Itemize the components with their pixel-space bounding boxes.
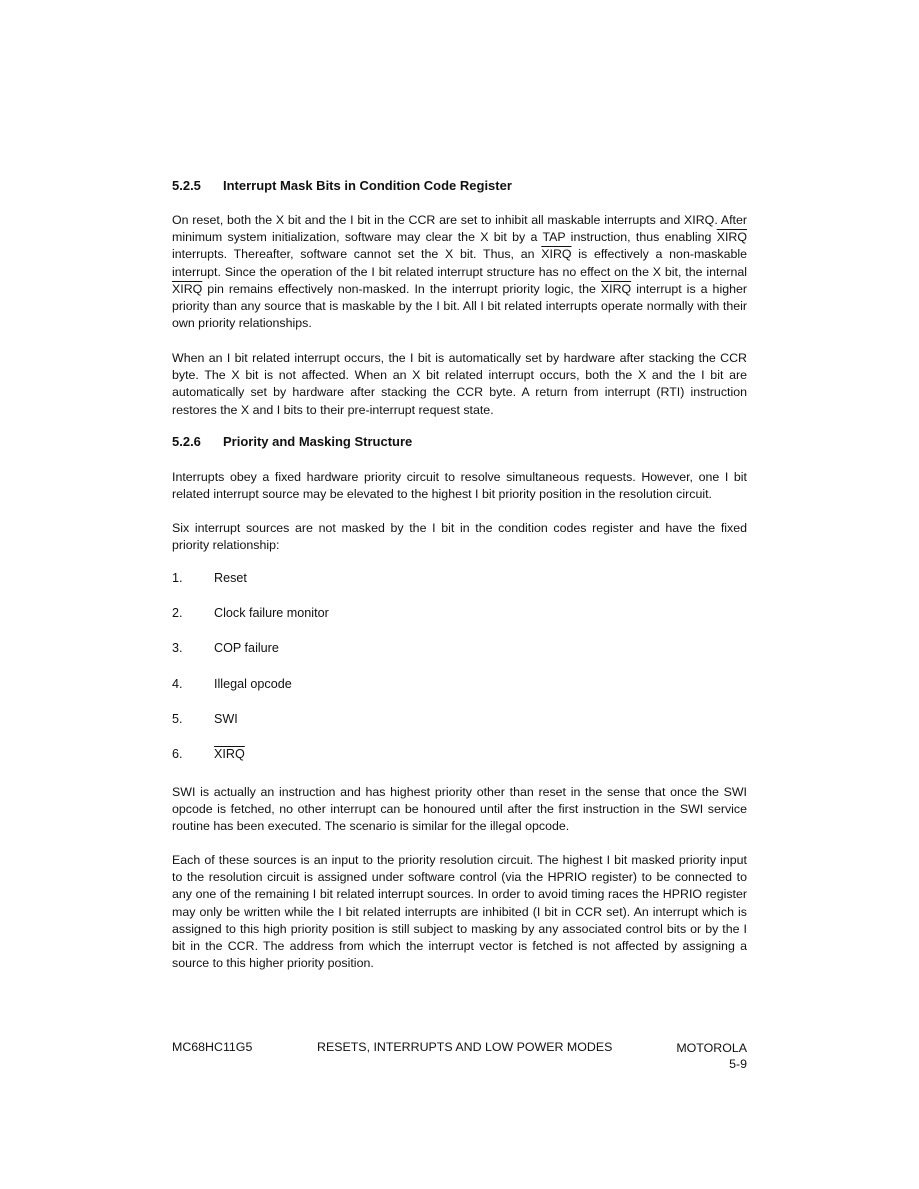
section-number: 5.2.6 bbox=[172, 434, 201, 449]
footer-brand: MOTOROLA bbox=[676, 1041, 747, 1055]
text-run: On reset, both the X bit and the I bit in the CCR are set to inhibit all maskable interrupts and XIRQ. After minimum system initialization, software may clear the X bit by a TAP instruction, thus enabling bbox=[172, 213, 747, 245]
list-number: 5. bbox=[172, 712, 183, 726]
section-title: Priority and Masking Structure bbox=[223, 434, 413, 449]
footer-part-number: MC68HC11G5 bbox=[172, 1040, 253, 1054]
list-number: 2. bbox=[172, 606, 183, 620]
paragraph: Six interrupt sources are not masked by the I bit in the condition codes register and have the fixed priority relationship: bbox=[172, 521, 747, 553]
list-item bbox=[172, 641, 279, 655]
xirq-overline: XIRQ bbox=[541, 247, 572, 262]
list-number: 3. bbox=[172, 641, 183, 655]
text-run: is effectively a non-maskable interrupt. Since the operation of the I bit related interrupt structure has no effect on the X bit, the internal bbox=[172, 247, 747, 279]
xirq-overline: XIRQ bbox=[716, 230, 747, 245]
list-text: Illegal opcode bbox=[214, 677, 292, 691]
paragraph: Interrupts obey a fixed hardware priority circuit to resolve simultaneous requests. However, one I bit related interrupt source may be elevated to the highest I bit priority position in the resolution circuit. bbox=[172, 470, 747, 502]
section-heading-5-2-6 bbox=[172, 434, 412, 449]
list-item bbox=[172, 606, 329, 620]
list-item bbox=[172, 571, 247, 585]
xirq-overline: XIRQ bbox=[172, 281, 203, 296]
list-text: COP failure bbox=[214, 641, 279, 655]
list-number: 4. bbox=[172, 677, 183, 691]
list-text: Reset bbox=[214, 571, 247, 585]
xirq-overline: XIRQ bbox=[214, 747, 245, 761]
footer-page-number: 5-9 bbox=[729, 1057, 747, 1071]
text-run: interrupts. Thereafter, software cannot set the X bit. Thus, an bbox=[172, 247, 542, 262]
xirq-overline: XIRQ bbox=[600, 281, 632, 296]
section-heading-5-2-5 bbox=[172, 178, 512, 193]
list-number: 1. bbox=[172, 571, 183, 585]
list-text: SWI bbox=[214, 712, 238, 726]
section-title: Interrupt Mask Bits in Condition Code Register bbox=[223, 178, 512, 193]
paragraph: Each of these sources is an input to the priority resolution circuit. The highest I bit masked priority input to the resolution circuit is assigned under software control (via the HPRIO register) to be connected to any one of the remaining I bit related interrupt sources. In order to avoid timing races the HPRIO register may only be written while the I bit related interrupts are inhibited (I bit in CCR set). An interrupt which is assigned to this high priority position is still subject to masking by any associated control bits or by the I bit in the CCR. The address from which the interrupt vector is fetched is not affected by assigning a source to this higher priority position. bbox=[172, 853, 747, 971]
footer-chapter-title: RESETS, INTERRUPTS AND LOW POWER MODES bbox=[317, 1040, 613, 1054]
paragraph bbox=[172, 212, 747, 332]
text-run: pin remains effectively non-masked. In the interrupt priority logic, the bbox=[202, 281, 601, 296]
list-item bbox=[172, 747, 245, 761]
list-number: 6. bbox=[172, 747, 183, 761]
footer-brand-block bbox=[676, 1040, 747, 1072]
list-text: Clock failure monitor bbox=[214, 606, 329, 620]
text-run: interrupt is a higher priority than any source that is maskable by the I bit. All I bit related interrupts operate normally with their own priority relationships. bbox=[172, 281, 747, 331]
list-item bbox=[172, 712, 238, 726]
paragraph: SWI is actually an instruction and has highest priority other than reset in the sense that once the SWI opcode is fetched, no other interrupt can be honoured until after the first instruction in the SWI service routine has been executed. The scenario is similar for the illegal opcode. bbox=[172, 785, 747, 834]
paragraph: When an I bit related interrupt occurs, the I bit is automatically set by hardware after stacking the CCR byte. The X bit is not affected. When an X bit related interrupt occurs, both the X and the I bit are automatically set by hardware after stacking the CCR byte. A return from interrupt (RTI) instruction restores the X and I bits to their pre-interrupt request state. bbox=[172, 351, 747, 417]
list-item bbox=[172, 677, 292, 691]
section-number: 5.2.5 bbox=[172, 178, 201, 193]
